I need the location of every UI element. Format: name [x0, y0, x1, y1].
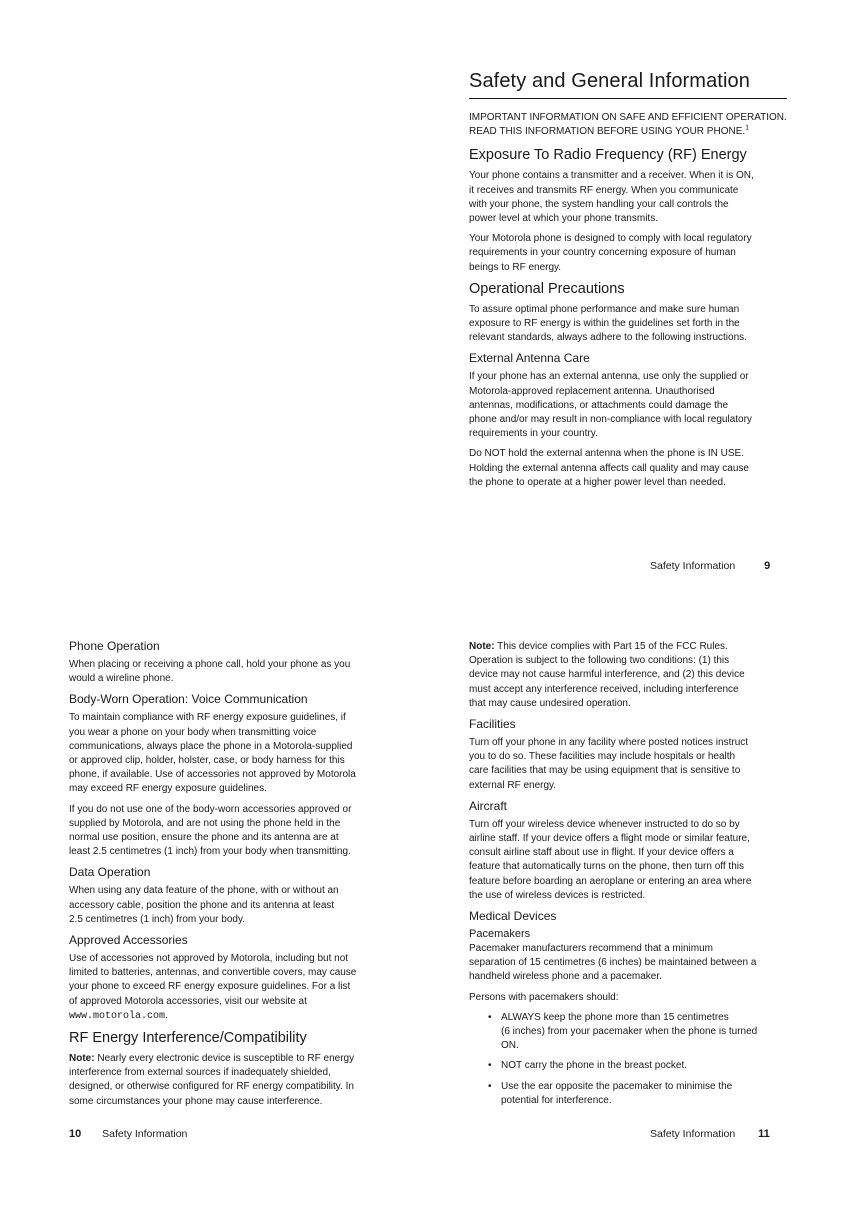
page-11-footer	[650, 1128, 770, 1140]
page-10-footer	[69, 1128, 187, 1140]
data-operation-paragraph: When using any data feature of the phone, with or without an accessory cable, position the phone and its antenna at least 2.5 centimetres (1 inch) from your body.	[69, 885, 339, 925]
operational-precautions-heading: Operational Precautions	[469, 280, 625, 297]
page-title: Safety and General Information	[469, 70, 787, 99]
page-number: 11	[758, 1128, 770, 1140]
fcc-note: Note: This device complies with Part 15 of the FCC Rules. Operation is subject to the following two conditions: (1) this device may not cause harmful interference, and (2) this device must accept any interference received, including interference that may cause undesired operation.	[469, 641, 745, 709]
intro-paragraph: IMPORTANT INFORMATION ON SAFE AND EFFICIENT OPERATION. READ THIS INFORMATION BEFORE USING YOUR PHONE.$^1$	[469, 112, 787, 138]
approved-accessories-heading: Approved Accessories	[69, 933, 188, 948]
pacemakers-paragraph: Pacemaker manufacturers recommend that a minimum separation of 15 centimetres (6 inches) be maintained between a handheld wireless phone and a pacemaker.	[469, 943, 757, 983]
body-worn-paragraph-1: To maintain compliance with RF energy exposure guidelines, if you wear a phone on your body when transmitting voice communications, always place the phone in a Motorola-supplied or approved clip, holder, holster, case, or body harness for this phone, if available. Use of accessories not approved by Motorola may exceed RF energy exposure guidelines.	[69, 712, 356, 795]
aircraft-heading: Aircraft	[469, 798, 508, 813]
pacemaker-bullet-list	[469, 1011, 789, 1108]
rf-interference-note: Note: Nearly every electronic device is susceptible to RF energy interference from external sources if inadequately shielded, designed, or otherwise configured for RF energy compatibility. In some circumstances your phone may cause interference.	[69, 1053, 355, 1107]
external-antenna-paragraph-2: Do NOT hold the external antenna when the phone is IN USE. Holding the external antenna affects call quality and may cause the phone to operate at a higher power level than needed.	[469, 448, 749, 488]
page-9-column	[469, 70, 787, 496]
facilities-paragraph: Turn off your phone in any facility where posted notices instruct you to do so. These facilities may include hospitals or health care facilities that may be using equipment that is sensitive to external RF energy.	[469, 737, 749, 791]
page-10-column	[69, 639, 389, 1115]
operational-precautions-paragraph: To assure optimal phone performance and make sure human exposure to RF energy is within the guidelines set forth in the relevant standards, always adhere to the following instructions.	[469, 303, 747, 344]
external-antenna-paragraph-1: If your phone has an external antenna, use only the supplied or Motorola-approved replacement antenna. Unauthorised antennas, modifications, or attachments could damage the phone and/or may result in non-compliance with local regulatory requirements in your country.	[469, 371, 752, 440]
footer-section-label: Safety Information	[650, 560, 736, 572]
body-worn-paragraph-2: If you do not use one of the body-worn accessories approved or supplied by Motorola, and are not using the phone held in the normal use position, ensure the phone and its antenna are at least 2.5 centimetres (1 inch) from your body when transmitting.	[69, 803, 352, 858]
rf-interference-heading: RF Energy Interference/Compatibility	[69, 1030, 307, 1047]
footer-section-label: Safety Information	[650, 1128, 736, 1140]
data-operation-heading: Data Operation	[69, 865, 151, 880]
approved-accessories-paragraph: Use of accessories not approved by Motorola, including but not limited to batteries, antennas, and convertible covers, may cause your phone to exceed RF energy exposure guidelines. For a list of approved Motorola accessories, visit our website at www.motorola.com.	[69, 953, 357, 1022]
pacemakers-heading: Pacemakers	[469, 928, 531, 941]
medical-devices-heading: Medical Devices	[469, 909, 557, 924]
page-9-footer	[650, 560, 770, 572]
footer-section-label: Safety Information	[102, 1128, 188, 1140]
phone-operation-heading: Phone Operation	[69, 639, 160, 653]
phone-operation-paragraph: When placing or receiving a phone call, hold your phone as you would a wireline phone.	[69, 659, 351, 685]
rf-exposure-heading: Exposure To Radio Frequency (RF) Energy	[469, 147, 747, 164]
rf-exposure-paragraph-2: Your Motorola phone is designed to comply with local regulatory requirements in your country concerning exposure of human beings to RF energy.	[469, 233, 752, 273]
facilities-heading: Facilities	[469, 717, 516, 732]
list-item: • ALWAYS keep the phone more than 15 centimetres (6 inches) from your pacemaker when the phone is turned ON.	[501, 1011, 789, 1054]
list-item: • NOT carry the phone in the breast pocket.	[501, 1059, 789, 1073]
note-label: Note:	[469, 641, 495, 652]
note-label: Note:	[69, 1053, 95, 1065]
page-11-column	[469, 640, 789, 1114]
page-number: 10	[69, 1128, 82, 1140]
persons-with-pacemakers-paragraph: Persons with pacemakers should:	[469, 991, 619, 1003]
aircraft-paragraph: Turn off your wireless device whenever instructed to do so by airline staff. If your device offers a flight mode or similar feature, consult airline staff about use in flight. If your device offers a feature that automatically turns on the phone, then turn off this feature before boarding an aeroplane or entering an area where the use of wireless devices is restricted.	[469, 818, 752, 901]
body-worn-heading: Body-Worn Operation: Voice Communication	[69, 692, 308, 707]
external-antenna-heading: External Antenna Care	[469, 351, 590, 366]
footnote-marker: 1	[745, 124, 750, 132]
page-number: 9	[764, 560, 771, 572]
list-item: • Use the ear opposite the pacemaker to minimise the potential for interference.	[501, 1080, 789, 1108]
motorola-website-link[interactable]: www.motorola.com	[69, 1010, 166, 1022]
rf-exposure-paragraph-1: Your phone contains a transmitter and a receiver. When it is ON, it receives and transmits RF energy. When you communicate with your phone, the system handling your call controls the power level at which your phone transmits.	[469, 170, 754, 225]
